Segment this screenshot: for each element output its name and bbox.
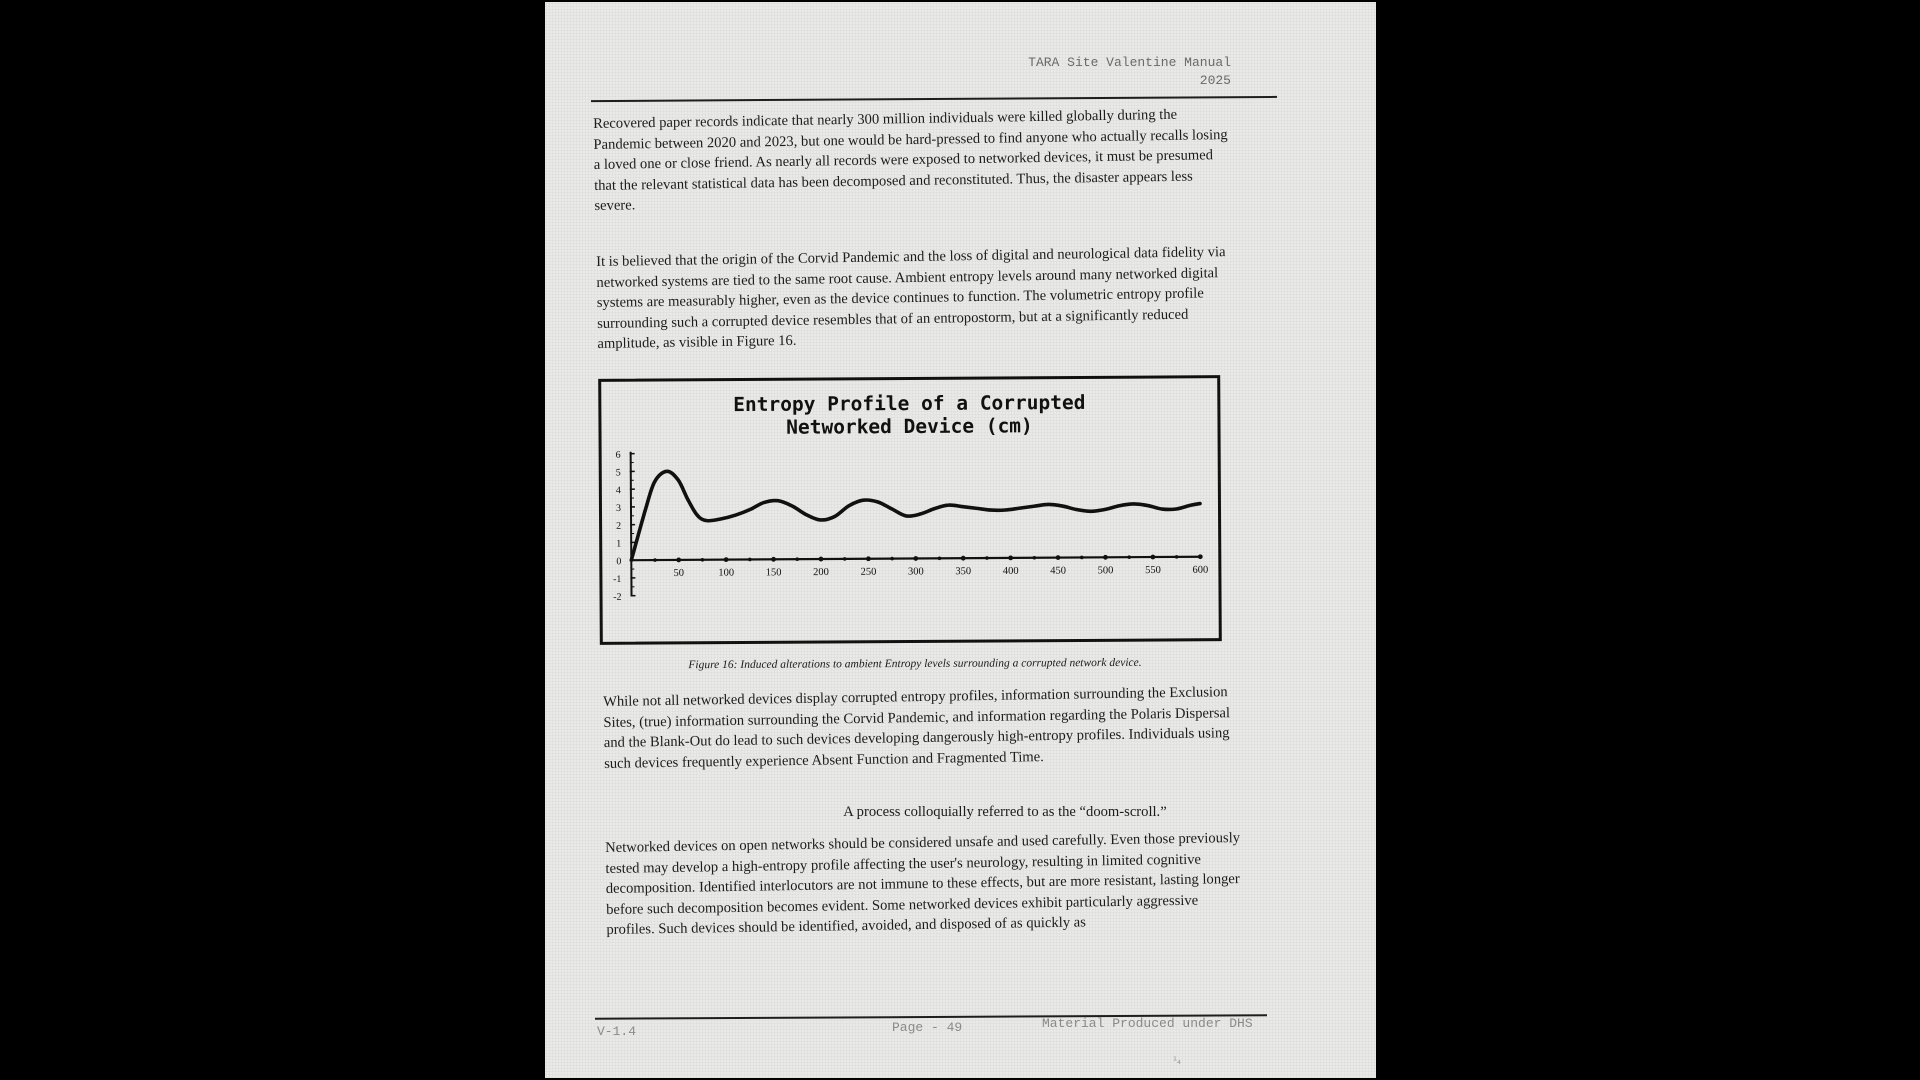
- footer-version: V-1.4: [597, 1024, 637, 1039]
- footer-note: Material Produced under DHS: [1042, 1016, 1253, 1031]
- x-tick: [819, 557, 824, 562]
- x-minor-tick: [701, 558, 705, 562]
- page-header: [1028, 54, 1231, 90]
- x-minor-tick: [1175, 555, 1179, 559]
- y-tick-label: -2: [613, 591, 622, 603]
- x-tick-label: 500: [1097, 565, 1114, 577]
- x-tick-label: 200: [813, 566, 829, 579]
- y-tick-label: 6: [615, 449, 621, 461]
- x-minor-tick: [653, 558, 657, 562]
- scan-mark: ¹₄: [1173, 1056, 1182, 1067]
- paragraph-1: Recovered paper records indicate that nearly 300 million individuals were killed globally during the Pandemic between 2020 and 2023, but one would be hard-pressed to find anyone who actually recalls losing a loved one or close friend. As nearly all records were exposed to networked devices, it must be presumed that the relevant statistical data has been decomposed and reconstituted. Thus, the disaster appears less severe.: [593, 106, 1228, 215]
- series-line-0: [631, 468, 1201, 560]
- x-tick-label: 350: [955, 566, 972, 578]
- y-tick-label: 0: [616, 556, 622, 568]
- header-rule: [591, 96, 1277, 102]
- x-tick: [771, 557, 776, 562]
- paragraph-2: It is believed that the origin of the Corvid Pandemic and the loss of digital and neurological data fidelity via networked systems are tied to the same root cause. Ambient entropy levels around many networked digital systems are measurably higher, even as the device continues to function. The volumetric entropy profile surrounding such a corrupted device resembles that of an entropostorm, but at a significantly reduced amplitude, as visible in Figure 16.: [596, 244, 1226, 353]
- x-tick-label: 400: [1002, 565, 1019, 577]
- y-tick-label: 2: [616, 520, 622, 532]
- x-tick: [1056, 555, 1061, 560]
- x-tick: [866, 556, 871, 561]
- x-tick: [961, 556, 966, 561]
- y-tick-label: 5: [615, 467, 621, 479]
- x-tick-label: 150: [765, 567, 782, 579]
- x-tick-label: 550: [1145, 564, 1161, 577]
- document-page: [545, 2, 1376, 1078]
- header-title: TARA Site Valentine Manual: [1028, 55, 1231, 70]
- x-tick: [913, 556, 918, 561]
- x-tick-label: 450: [1050, 565, 1067, 577]
- y-tick-label: 1: [616, 538, 622, 550]
- x-tick: [1198, 554, 1203, 559]
- x-minor-tick: [748, 558, 752, 562]
- x-tick-label: 250: [860, 566, 877, 578]
- x-tick-label: 100: [718, 567, 735, 579]
- paragraph-3: While not all networked devices display corrupted entropy profiles, information surrounding the Exclusion Sites, (true) information surrounding the Corvid Pandemic, and information regarding the Polaris Dispersal and the Blank-Out do lead to such devices developing dangerously high-entropy profiles. Individuals using such devices frequently experience Absent Function and Fragmented Time.: [603, 684, 1231, 772]
- paragraph-4: Networked devices on open networks should be considered unsafe and used carefully. Even those previously tested may develop a high-entropy profile affecting the user's neurology, resulting in limited cognitive decomposition. Identified interlocutors are not immune to these effects, but are more resistant, lasting longer before such decomposition becomes evident. Some networked devices exhibit particularly aggressive profiles. Such devices should be identified, avoided, and disposed of as quickly as: [605, 830, 1241, 939]
- x-tick-label: 600: [1192, 564, 1209, 576]
- x-minor-tick: [938, 557, 942, 561]
- y-tick-label: 3: [615, 503, 622, 515]
- x-tick: [1103, 555, 1108, 560]
- x-tick: [676, 557, 681, 562]
- x-tick: [724, 557, 729, 562]
- figure-caption: Figure 16: Induced alterations to ambient Entropy levels surrounding a corrupted network device.: [688, 656, 1142, 672]
- x-minor-tick: [1127, 555, 1131, 559]
- x-minor-tick: [985, 556, 989, 560]
- x-minor-tick: [795, 557, 799, 561]
- header-year: 2025: [1199, 73, 1231, 88]
- footer-page-number: Page - 49: [892, 1020, 963, 1035]
- entropy-chart: [598, 375, 1222, 645]
- x-tick: [1008, 555, 1013, 560]
- x-minor-tick: [890, 557, 894, 561]
- y-tick-label: 4: [615, 485, 621, 497]
- x-minor-tick: [1033, 556, 1037, 560]
- x-tick: [1150, 555, 1155, 560]
- doom-scroll-quote: A process colloquially referred to as the “doom-scroll.”: [843, 804, 1167, 820]
- chart-title-line-1: Entropy Profile of a Corrupted: [733, 390, 1086, 417]
- chart-title-line-2: Networked Device (cm): [786, 414, 1033, 439]
- x-tick-label: 50: [673, 567, 685, 579]
- y-tick-label: -1: [613, 574, 622, 586]
- chart-plot: [601, 378, 1219, 642]
- x-minor-tick: [843, 557, 847, 561]
- y-axis: [631, 452, 632, 596]
- x-tick-label: 300: [907, 566, 924, 578]
- x-minor-tick: [1080, 556, 1084, 560]
